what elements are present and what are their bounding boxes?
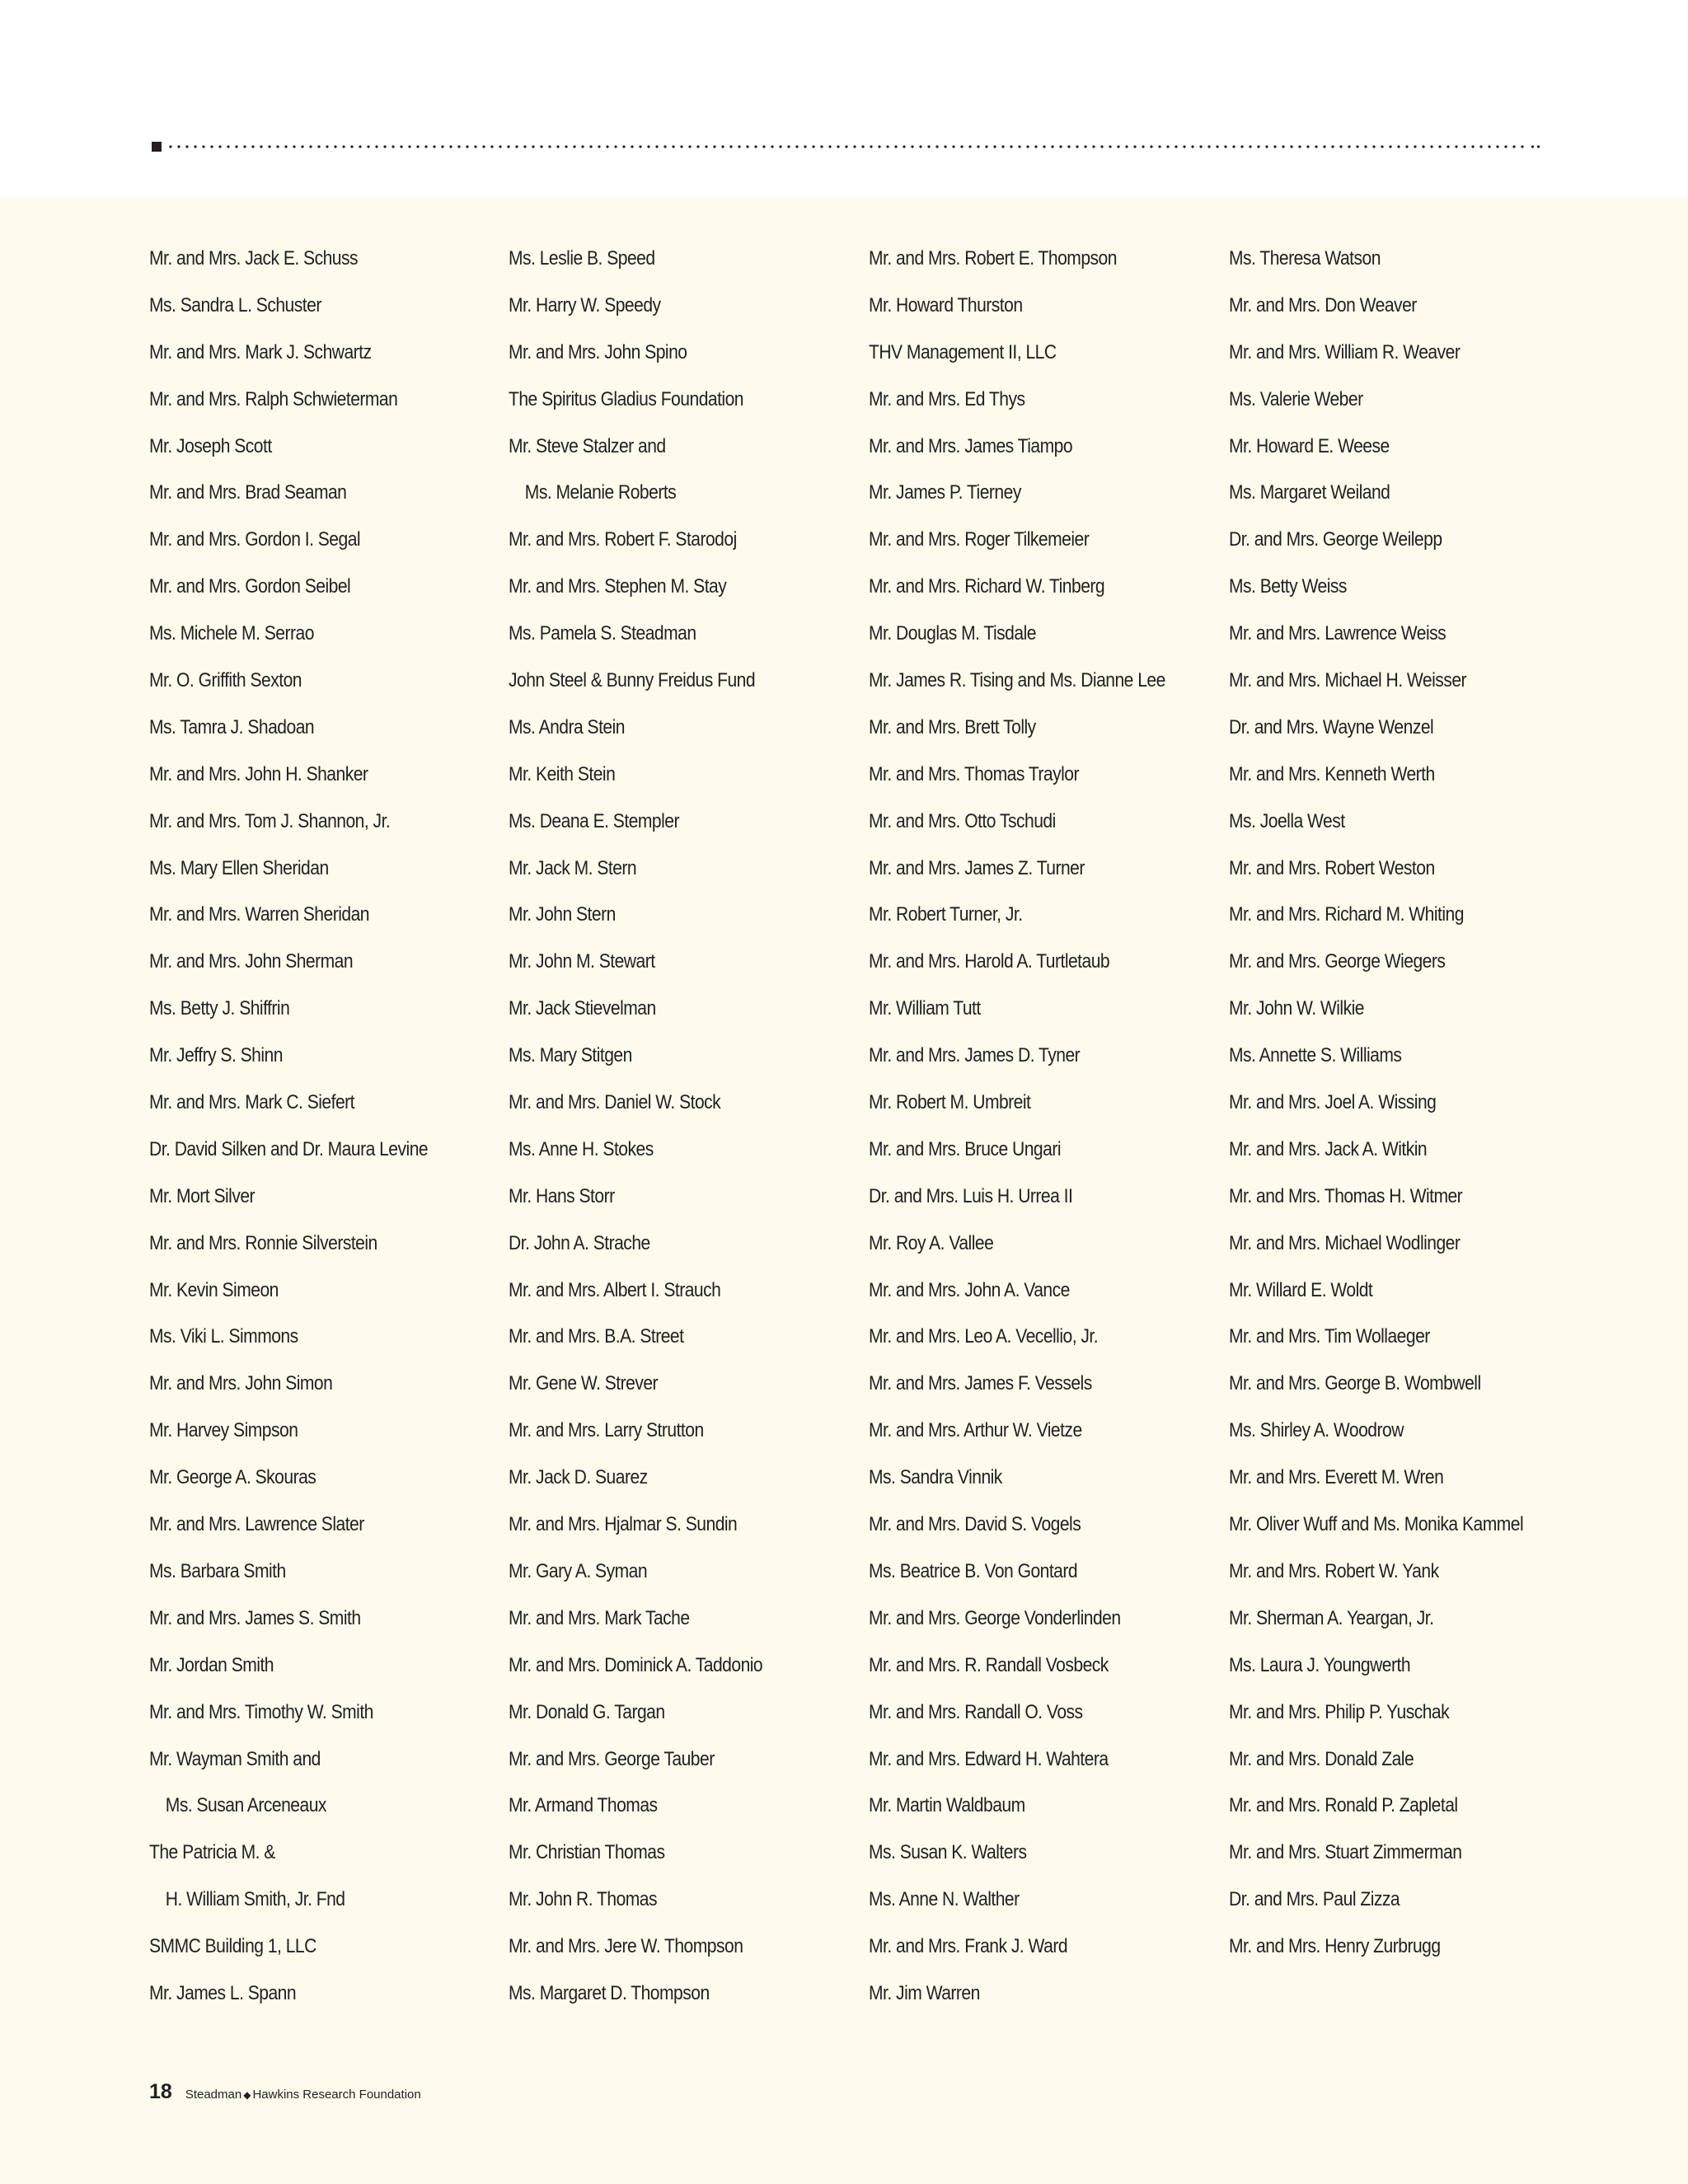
donor-entry: Mr. John W. Wilkie — [1229, 997, 1364, 1020]
donor-entry: Mr. Jim Warren — [869, 1981, 980, 2004]
donor-entry: Mr. and Mrs. Brad Seaman — [149, 481, 347, 504]
donor-entry: Mr. and Mrs. Mark J. Schwartz — [149, 340, 372, 363]
donor-entry: Mr. and Mrs. Frank J. Ward — [869, 1935, 1068, 1958]
donor-column-2 — [509, 239, 855, 2021]
donor-entry: Ms. Barbara Smith — [149, 1559, 286, 1582]
page-footer — [149, 2080, 421, 2105]
donor-entry: Mr. and Mrs. Robert E. Thompson — [869, 247, 1117, 269]
donor-entry: Mr. and Mrs. John A. Vance — [869, 1278, 1070, 1301]
donor-entry: Mr. and Mrs. Leo A. Vecellio, Jr. — [869, 1325, 1099, 1348]
donor-entry: Mr. and Mrs. Larry Strutton — [509, 1419, 704, 1442]
donor-entry: Mr. Jack M. Stern — [509, 856, 637, 879]
donor-entry: Mr. John R. Thomas — [509, 1888, 658, 1911]
dotted-line — [166, 145, 1526, 148]
dotted-rule — [152, 142, 1541, 153]
donor-entry: Mr. and Mrs. Otto Tschudi — [869, 809, 1056, 832]
donor-entry: Mr. and Mrs. Robert W. Yank — [1229, 1559, 1439, 1582]
donor-entry: Ms. Viki L. Simmons — [149, 1325, 298, 1348]
donor-entry: Mr. O. Griffith Sexton — [149, 669, 302, 692]
donor-entry: Mr. and Mrs. Tom J. Shannon, Jr. — [149, 809, 391, 832]
donor-entry: Mr. and Mrs. Michael H. Weisser — [1229, 669, 1467, 692]
dotted-line-end — [1530, 145, 1541, 148]
donor-entry: Mr. William Tutt — [869, 997, 981, 1020]
diamond-icon: ◆ — [243, 2089, 251, 2101]
donor-entry: Mr. and Mrs. George Tauber — [509, 1747, 715, 1770]
donor-entry: Mr. and Mrs. Bruce Ungari — [869, 1137, 1062, 1160]
donor-entry: Mr. and Mrs. Everett M. Wren — [1229, 1466, 1444, 1489]
donor-column-1 — [149, 239, 495, 2021]
donor-entry: Mr. and Mrs. Warren Sheridan — [149, 903, 369, 926]
donor-entry: The Patricia M. & — [149, 1841, 275, 1864]
donor-entry: Mr. and Mrs. George Wiegers — [1229, 950, 1446, 973]
donor-entry: Mr. and Mrs. Philip P. Yuschak — [1229, 1700, 1450, 1723]
donor-entry: Dr. and Mrs. Luis H. Urrea II — [869, 1184, 1073, 1207]
donor-entry: Dr. and Mrs. George Weilepp — [1229, 528, 1442, 551]
donor-entry: Ms. Andra Stein — [509, 715, 625, 738]
donor-entry: Ms. Leslie B. Speed — [509, 247, 655, 269]
donor-entry: Mr. Christian Thomas — [509, 1841, 665, 1864]
donor-entry: Mr. Gary A. Syman — [509, 1559, 648, 1582]
donor-entry: Mr. and Mrs. Kenneth Werth — [1229, 762, 1435, 785]
donor-entry: Mr. Douglas M. Tisdale — [869, 622, 1036, 645]
donor-entry: Mr. and Mrs. Harold A. Turtletaub — [869, 950, 1110, 973]
donor-entry: Mr. and Mrs. Don Weaver — [1229, 293, 1417, 316]
donor-entry: SMMC Building 1, LLC — [149, 1935, 316, 1958]
donor-entry: Mr. and Mrs. Timothy W. Smith — [149, 1700, 373, 1723]
donor-entry: Mr. and Mrs. John Sherman — [149, 950, 354, 973]
donor-entry: Mr. James L. Spann — [149, 1981, 297, 2004]
donor-entry: Ms. Melanie Roberts — [524, 481, 677, 504]
donor-entry: Mr. and Mrs. Gordon Seibel — [149, 575, 351, 598]
donor-entry: Mr. and Mrs. Jack A. Witkin — [1229, 1137, 1428, 1160]
donor-entry: Mr. and Mrs. Jere W. Thompson — [509, 1935, 743, 1958]
donor-entry: Mr. and Mrs. David S. Vogels — [869, 1513, 1081, 1536]
donor-entry: Mr. George A. Skouras — [149, 1466, 316, 1489]
donor-entry: Mr. and Mrs. R. Randall Vosbeck — [869, 1653, 1109, 1676]
donor-entry: Mr. and Mrs. Arthur W. Vietze — [869, 1419, 1082, 1442]
donor-entry: Mr. and Mrs. James F. Vessels — [869, 1372, 1092, 1395]
donor-entry: Mr. and Mrs. Robert F. Starodoj — [509, 528, 737, 551]
donor-entry: Mr. Armand Thomas — [509, 1794, 658, 1817]
donor-entry: Mr. and Mrs. George Vonderlinden — [869, 1606, 1121, 1629]
donor-entry: Mr. and Mrs. Daniel W. Stock — [509, 1091, 721, 1114]
donor-entry: Ms. Anne N. Walther — [869, 1888, 1020, 1911]
donor-entry: Mr. Gene W. Strever — [509, 1372, 659, 1395]
donor-entry: Mr. and Mrs. B.A. Street — [509, 1325, 684, 1348]
donor-entry: Mr. and Mrs. William R. Weaver — [1229, 340, 1461, 363]
donor-entry: Mr. and Mrs. Ronnie Silverstein — [149, 1231, 377, 1254]
donor-entry: Mr. Jeffry S. Shinn — [149, 1044, 283, 1067]
donor-entry: Mr. and Mrs. Albert I. Strauch — [509, 1278, 721, 1301]
donor-entry: Mr. and Mrs. Mark Tache — [509, 1606, 690, 1629]
donor-entry: Mr. and Mrs. Henry Zurbrugg — [1229, 1935, 1441, 1958]
donor-entry: Mr. Harry W. Speedy — [509, 293, 661, 316]
donor-entry: Mr. John Stern — [509, 903, 616, 926]
donor-entry: Mr. Wayman Smith and — [149, 1747, 321, 1770]
donor-entry: Mr. James P. Tierney — [869, 481, 1021, 504]
donor-entry: Ms. Margaret Weiland — [1229, 481, 1390, 504]
donor-entry: Mr. and Mrs. Lawrence Slater — [149, 1513, 364, 1536]
donor-entry: Mr. and Mrs. Joel A. Wissing — [1229, 1091, 1437, 1114]
donor-entry: Ms. Annette S. Williams — [1229, 1044, 1402, 1067]
donor-entry: Mr. Jordan Smith — [149, 1653, 274, 1676]
donor-entry: Mr. James R. Tising and Ms. Dianne Lee — [869, 669, 1165, 692]
donor-entry: Mr. and Mrs. John Simon — [149, 1372, 333, 1395]
donor-entry: Mr. Oliver Wuff and Ms. Monika Kammel — [1229, 1513, 1524, 1536]
donor-entry: Ms. Mary Stitgen — [509, 1044, 632, 1067]
donor-entry: Mr. and Mrs. Roger Tilkemeier — [869, 528, 1090, 551]
donor-entry: Mr. Howard E. Weese — [1229, 434, 1390, 457]
donor-entry: Dr. David Silken and Dr. Maura Levine — [149, 1137, 429, 1160]
donor-entry: Mr. Sherman A. Yeargan, Jr. — [1229, 1606, 1434, 1629]
donor-entry: Mr. and Mrs. John Spino — [509, 340, 687, 363]
donor-entry: Dr. and Mrs. Wayne Wenzel — [1229, 715, 1434, 738]
organization-name — [185, 2088, 421, 2102]
donor-entry: Mr. and Mrs. Mark C. Siefert — [149, 1091, 354, 1114]
donor-entry: Dr. and Mrs. Paul Zizza — [1229, 1888, 1400, 1911]
donor-entry: Ms. Valerie Weber — [1229, 387, 1363, 410]
donor-entry: Mr. and Mrs. Dominick A. Taddonio — [509, 1653, 763, 1676]
donor-entry: Mr. and Mrs. Thomas Traylor — [869, 762, 1079, 785]
donor-entry: Mr. and Mrs. James D. Tyner — [869, 1044, 1081, 1067]
donor-entry: Mr. and Mrs. James Z. Turner — [869, 856, 1085, 879]
donor-entry: Mr. and Mrs. James Tiampo — [869, 434, 1073, 457]
donor-entry: Mr. Steve Stalzer and — [509, 434, 666, 457]
donor-entry: Mr. and Mrs. Richard M. Whiting — [1229, 903, 1464, 926]
donor-entry: Mr. Harvey Simpson — [149, 1419, 298, 1442]
donor-entry: Ms. Joella West — [1229, 809, 1345, 832]
donor-entry: Ms. Michele M. Serrao — [149, 622, 314, 645]
square-bullet-icon — [152, 142, 162, 152]
donor-entry: Mr. and Mrs. Jack E. Schuss — [149, 247, 359, 269]
donor-entry: Ms. Pamela S. Steadman — [509, 622, 696, 645]
donor-entry: Mr. and Mrs. Hjalmar S. Sundin — [509, 1513, 738, 1536]
donor-entry: Mr. and Mrs. Lawrence Weiss — [1229, 622, 1447, 645]
page-header-band — [0, 0, 1688, 198]
donor-entry: Mr. Howard Thurston — [869, 293, 1023, 316]
donor-entry: H. William Smith, Jr. Fnd — [165, 1888, 345, 1911]
donor-entry: Mr. and Mrs. Ronald P. Zapletal — [1229, 1794, 1458, 1817]
donor-entry: Ms. Betty Weiss — [1229, 575, 1347, 598]
donor-entry: Mr. and Mrs. James S. Smith — [149, 1606, 361, 1629]
donor-entry: John Steel & Bunny Freidus Fund — [509, 669, 756, 692]
donor-entry: Mr. Robert M. Umbreit — [869, 1091, 1031, 1114]
donor-entry: Mr. Joseph Scott — [149, 434, 272, 457]
donor-entry: THV Management II, LLC — [869, 340, 1057, 363]
donor-entry: Mr. and Mrs. Brett Tolly — [869, 715, 1036, 738]
donor-entry: Ms. Deana E. Stempler — [509, 809, 679, 832]
donor-entry: Mr. Jack Stievelman — [509, 997, 656, 1020]
donor-entry: Ms. Anne H. Stokes — [509, 1137, 654, 1160]
donor-entry: Mr. and Mrs. Robert Weston — [1229, 856, 1435, 879]
donor-entry: Mr. and Mrs. Ed Thys — [869, 387, 1025, 410]
donor-entry: Mr. and Mrs. Gordon I. Segal — [149, 528, 361, 551]
donor-entry: Mr. and Mrs. Ralph Schwieterman — [149, 387, 398, 410]
donor-entry: Ms. Laura J. Youngwerth — [1229, 1653, 1411, 1676]
donor-entry: Mr. and Mrs. Stuart Zimmerman — [1229, 1841, 1462, 1864]
donor-entry: Mr. and Mrs. Edward H. Wahtera — [869, 1747, 1109, 1770]
donor-entry: Mr. Robert Turner, Jr. — [869, 903, 1023, 926]
donor-entry: Mr. and Mrs. Tim Wollaeger — [1229, 1325, 1430, 1348]
organization-name-part2: Hawkins Research Foundation — [252, 2088, 421, 2102]
donor-entry: Ms. Shirley A. Woodrow — [1229, 1419, 1404, 1442]
donor-entry: Ms. Beatrice B. Von Gontard — [869, 1559, 1078, 1582]
donor-entry: Mr. and Mrs. Randall O. Voss — [869, 1700, 1083, 1723]
donor-entry: Mr. John M. Stewart — [509, 950, 655, 973]
donor-entry: Mr. and Mrs. John H. Shanker — [149, 762, 368, 785]
donor-entry: Ms. Susan K. Walters — [869, 1841, 1027, 1864]
donor-entry: Mr. and Mrs. Thomas H. Witmer — [1229, 1184, 1463, 1207]
donor-entry: Ms. Margaret D. Thompson — [509, 1981, 710, 2004]
donor-entry: Dr. John A. Strache — [509, 1231, 650, 1254]
donor-entry: Ms. Sandra Vinnik — [869, 1466, 1002, 1489]
organization-name-part1: Steadman — [185, 2088, 242, 2102]
donor-entry: Ms. Tamra J. Shadoan — [149, 715, 315, 738]
donor-entry: The Spiritus Gladius Foundation — [509, 387, 744, 410]
donor-entry: Mr. Donald G. Targan — [509, 1700, 665, 1723]
donor-entry: Ms. Betty J. Shiffrin — [149, 997, 290, 1020]
donor-entry: Ms. Theresa Watson — [1229, 247, 1381, 269]
donor-entry: Mr. Willard E. Woldt — [1229, 1278, 1373, 1301]
donor-entry: Ms. Sandra L. Schuster — [149, 293, 321, 316]
donor-entry: Ms. Mary Ellen Sheridan — [149, 856, 329, 879]
donor-entry: Mr. and Mrs. Donald Zale — [1229, 1747, 1414, 1770]
donor-column-3 — [869, 239, 1215, 2021]
donor-entry: Mr. and Mrs. Stephen M. Stay — [509, 575, 727, 598]
donor-entry: Mr. Hans Storr — [509, 1184, 615, 1207]
donor-entry: Mr. Martin Waldbaum — [869, 1794, 1025, 1817]
donor-column-4 — [1229, 239, 1575, 1974]
donor-entry: Mr. and Mrs. George B. Wombwell — [1229, 1372, 1481, 1395]
donor-entry: Mr. Mort Silver — [149, 1184, 256, 1207]
donor-entry: Mr. Kevin Simeon — [149, 1278, 279, 1301]
donor-entry: Mr. Jack D. Suarez — [509, 1466, 648, 1489]
donor-entry: Mr. and Mrs. Richard W. Tinberg — [869, 575, 1105, 598]
donor-entry: Mr. and Mrs. Michael Wodlinger — [1229, 1231, 1461, 1254]
donor-entry: Ms. Susan Arceneaux — [165, 1794, 326, 1817]
page-number: 18 — [149, 2080, 172, 2103]
donor-entry: Mr. Keith Stein — [509, 762, 616, 785]
donor-entry: Mr. Roy A. Vallee — [869, 1231, 994, 1254]
